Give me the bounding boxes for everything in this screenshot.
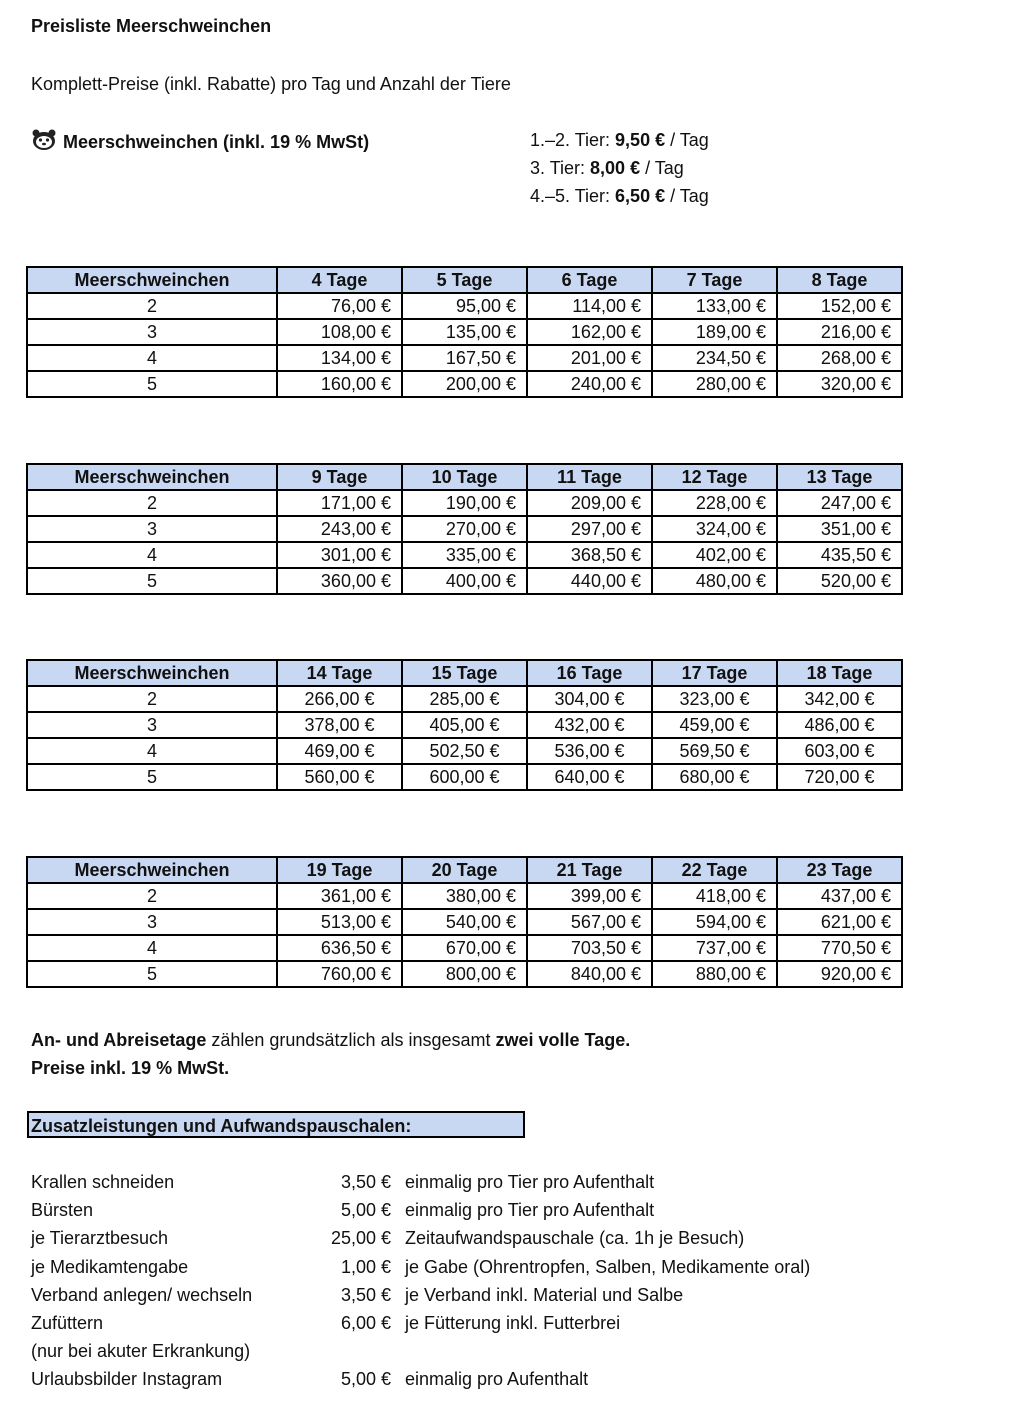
table-header-row	[27, 267, 902, 293]
service-description: Zeitaufwandspauschale (ca. 1h je Besuch)	[405, 1228, 745, 1249]
price-cell: 114,00 €	[527, 293, 652, 319]
note-bold-2: zwei volle Tage.	[495, 1030, 631, 1050]
animal-count-cell: 4	[27, 935, 277, 961]
price-cell: 201,00 €	[527, 345, 652, 371]
price-cell: 459,00 €	[652, 712, 777, 738]
price-cell: 720,00 €	[777, 764, 902, 790]
header-animals: Meerschweinchen	[27, 267, 277, 293]
price-cell: 133,00 €	[652, 293, 777, 319]
price-cell: 324,00 €	[652, 516, 777, 542]
animal-count-cell: 5	[27, 371, 277, 397]
animal-count-cell: 2	[27, 883, 277, 909]
tier-price-line	[530, 186, 709, 207]
tier-unit: / Tag	[640, 158, 684, 178]
tier-unit: / Tag	[665, 130, 709, 150]
price-cell: 335,00 €	[402, 542, 527, 568]
price-table	[26, 856, 903, 988]
animal-count-cell: 5	[27, 568, 277, 594]
price-cell: 400,00 €	[402, 568, 527, 594]
price-cell: 360,00 €	[277, 568, 402, 594]
service-price: 5,00 €	[340, 1200, 391, 1221]
price-cell: 405,00 €	[402, 712, 527, 738]
price-cell: 760,00 €	[277, 961, 402, 987]
price-table	[26, 659, 903, 791]
header-days: 19 Tage	[277, 857, 402, 883]
extra-service-row	[31, 1253, 931, 1281]
header-days: 16 Tage	[527, 660, 652, 686]
service-label: Zufüttern	[31, 1313, 104, 1333]
service-label: Krallen schneiden	[31, 1172, 175, 1192]
price-cell: 440,00 €	[527, 568, 652, 594]
service-description: je Fütterung inkl. Futterbrei	[405, 1313, 621, 1333]
animal-count-cell: 2	[27, 293, 277, 319]
extras-heading: Zusatzleistungen und Aufwandspauschalen:	[27, 1111, 525, 1138]
extra-service-row	[31, 1281, 931, 1309]
animal-heading-text: Meerschweinchen (inkl. 19 % MwSt)	[63, 132, 370, 152]
price-cell: 399,00 €	[527, 883, 652, 909]
price-cell: 234,50 €	[652, 345, 777, 371]
price-cell: 880,00 €	[652, 961, 777, 987]
header-days: 5 Tage	[402, 267, 527, 293]
price-cell: 560,00 €	[277, 764, 402, 790]
price-cell: 304,00 €	[527, 686, 652, 712]
price-cell: 520,00 €	[777, 568, 902, 594]
price-cell: 402,00 €	[652, 542, 777, 568]
service-price: 6,00 €	[340, 1313, 391, 1333]
header-days: 22 Tage	[652, 857, 777, 883]
price-cell: 361,00 €	[277, 883, 402, 909]
price-cell: 600,00 €	[402, 764, 527, 790]
header-animals: Meerschweinchen	[27, 857, 277, 883]
table-header-row	[27, 464, 902, 490]
price-cell: 567,00 €	[527, 909, 652, 935]
header-animals: Meerschweinchen	[27, 464, 277, 490]
table-row	[27, 293, 902, 319]
service-description: je Verband inkl. Material und Salbe	[405, 1284, 684, 1305]
price-cell: 76,00 €	[277, 293, 402, 319]
tier-label: 3. Tier:	[530, 158, 591, 178]
header-days: 18 Tage	[777, 660, 902, 686]
price-cell: 285,00 €	[402, 686, 527, 712]
price-cell: 594,00 €	[652, 909, 777, 935]
price-cell: 703,50 €	[527, 935, 652, 961]
price-cell: 603,00 €	[777, 738, 902, 764]
extra-service-row	[31, 1337, 931, 1365]
price-cell: 621,00 €	[777, 909, 902, 935]
price-cell: 323,00 €	[652, 686, 777, 712]
animal-count-cell: 4	[27, 738, 277, 764]
header-days: 20 Tage	[402, 857, 527, 883]
extra-service-row	[31, 1365, 931, 1393]
page-subtitle: Komplett-Preise (inkl. Rabatte) pro Tag und Anzahl der Tiere	[31, 74, 511, 94]
price-cell: 152,00 €	[777, 293, 902, 319]
header-days: 12 Tage	[652, 464, 777, 490]
animal-count-cell: 3	[27, 712, 277, 738]
service-label: Urlaubsbilder Instagram	[31, 1369, 223, 1390]
tier-unit: / Tag	[665, 186, 709, 206]
price-cell: 540,00 €	[402, 909, 527, 935]
extra-service-row	[31, 1224, 931, 1252]
price-cell: 266,00 €	[277, 686, 402, 712]
price-cell: 737,00 €	[652, 935, 777, 961]
price-cell: 189,00 €	[652, 319, 777, 345]
price-cell: 770,50 €	[777, 935, 902, 961]
service-price: 1,00 €	[340, 1256, 391, 1277]
price-cell: 640,00 €	[527, 764, 652, 790]
price-table	[26, 266, 903, 398]
price-cell: 268,00 €	[777, 345, 902, 371]
animal-count-cell: 3	[27, 909, 277, 935]
price-cell: 243,00 €	[277, 516, 402, 542]
header-days: 10 Tage	[402, 464, 527, 490]
header-days: 14 Tage	[277, 660, 402, 686]
price-cell: 216,00 €	[777, 319, 902, 345]
price-cell: 301,00 €	[277, 542, 402, 568]
service-price: 3,50 €	[340, 1172, 391, 1192]
table-row	[27, 883, 902, 909]
price-cell: 480,00 €	[652, 568, 777, 594]
price-cell: 920,00 €	[777, 961, 902, 987]
tier-label: 4.–5. Tier:	[530, 186, 616, 206]
animal-count-cell: 5	[27, 961, 277, 987]
price-cell: 342,00 €	[777, 686, 902, 712]
price-cell: 368,50 €	[527, 542, 652, 568]
service-label: Verband anlegen/ wechseln	[31, 1284, 253, 1305]
table-header-row	[27, 660, 902, 686]
page-title: Preisliste Meerschweinchen	[31, 16, 272, 36]
price-cell: 840,00 €	[527, 961, 652, 987]
price-cell: 351,00 €	[777, 516, 902, 542]
header-days: 21 Tage	[527, 857, 652, 883]
table-row	[27, 490, 902, 516]
price-cell: 280,00 €	[652, 371, 777, 397]
header-days: 9 Tage	[277, 464, 402, 490]
price-cell: 190,00 €	[402, 490, 527, 516]
service-price: 3,50 €	[340, 1284, 391, 1305]
service-label: (nur bei akuter Erkrankung)	[31, 1341, 251, 1362]
tier-label: 1.–2. Tier:	[530, 130, 616, 150]
price-cell: 502,50 €	[402, 738, 527, 764]
header-days: 13 Tage	[777, 464, 902, 490]
price-cell: 240,00 €	[527, 371, 652, 397]
header-animals: Meerschweinchen	[27, 660, 277, 686]
extra-service-row	[31, 1309, 931, 1337]
table-row	[27, 371, 902, 397]
service-description: einmalig pro Tier pro Aufenthalt	[405, 1200, 655, 1221]
table-row	[27, 319, 902, 345]
price-cell: 486,00 €	[777, 712, 902, 738]
price-cell: 135,00 €	[402, 319, 527, 345]
extra-service-row	[31, 1168, 931, 1196]
service-description: einmalig pro Aufenthalt	[405, 1369, 589, 1390]
animal-count-cell: 3	[27, 319, 277, 345]
price-cell: 418,00 €	[652, 883, 777, 909]
note-days	[31, 1030, 630, 1051]
service-price: 25,00 €	[330, 1228, 391, 1249]
animal-count-cell: 2	[27, 686, 277, 712]
price-cell: 209,00 €	[527, 490, 652, 516]
price-cell: 108,00 €	[277, 319, 402, 345]
price-cell: 167,50 €	[402, 345, 527, 371]
table-header-row	[27, 857, 902, 883]
price-cell: 228,00 €	[652, 490, 777, 516]
price-cell: 247,00 €	[777, 490, 902, 516]
table-row	[27, 568, 902, 594]
price-cell: 670,00 €	[402, 935, 527, 961]
service-price: 5,00 €	[340, 1369, 391, 1390]
price-cell: 320,00 €	[777, 371, 902, 397]
price-cell: 513,00 €	[277, 909, 402, 935]
price-cell: 95,00 €	[402, 293, 527, 319]
animal-heading	[31, 128, 369, 157]
header-days: 4 Tage	[277, 267, 402, 293]
tier-price: 9,50 €	[615, 130, 666, 150]
table-row	[27, 712, 902, 738]
price-cell: 378,00 €	[277, 712, 402, 738]
service-description: einmalig pro Tier pro Aufenthalt	[405, 1172, 655, 1192]
table-row	[27, 909, 902, 935]
header-days: 7 Tage	[652, 267, 777, 293]
price-cell: 432,00 €	[527, 712, 652, 738]
header-days: 23 Tage	[777, 857, 902, 883]
table-row	[27, 345, 902, 371]
price-cell: 469,00 €	[277, 738, 402, 764]
note-bold-1: An- und Abreisetage	[31, 1030, 207, 1050]
price-cell: 162,00 €	[527, 319, 652, 345]
animal-count-cell: 2	[27, 490, 277, 516]
table-row	[27, 542, 902, 568]
price-cell: 800,00 €	[402, 961, 527, 987]
service-label: Bürsten	[31, 1200, 94, 1221]
price-cell: 171,00 €	[277, 490, 402, 516]
animal-count-cell: 4	[27, 345, 277, 371]
price-cell: 437,00 €	[777, 883, 902, 909]
animal-count-cell: 4	[27, 542, 277, 568]
header-days: 15 Tage	[402, 660, 527, 686]
animal-count-cell: 3	[27, 516, 277, 542]
note-text: zählen grundsätzlich als insgesamt	[206, 1030, 496, 1050]
table-row	[27, 764, 902, 790]
tier-price-line	[530, 130, 709, 151]
table-row	[27, 686, 902, 712]
price-cell: 160,00 €	[277, 371, 402, 397]
service-label: je Medikamtengabe	[31, 1256, 189, 1277]
note-vat	[31, 1058, 229, 1079]
note-vat-text: Preise inkl. 19 % MwSt.	[31, 1058, 230, 1078]
table-row	[27, 935, 902, 961]
header-days: 17 Tage	[652, 660, 777, 686]
tier-price: 6,50 €	[615, 186, 666, 206]
service-label: je Tierarztbesuch	[31, 1228, 169, 1249]
extra-service-row	[31, 1196, 931, 1224]
table-row	[27, 961, 902, 987]
price-cell: 636,50 €	[277, 935, 402, 961]
header-days: 6 Tage	[527, 267, 652, 293]
tier-price: 8,00 €	[590, 158, 641, 178]
service-description: je Gabe (Ohrentropfen, Salben, Medikamente oral)	[405, 1256, 811, 1277]
header-days: 11 Tage	[527, 464, 652, 490]
price-cell: 536,00 €	[527, 738, 652, 764]
price-cell: 435,50 €	[777, 542, 902, 568]
guinea-pig-icon	[31, 128, 57, 157]
price-cell: 680,00 €	[652, 764, 777, 790]
price-cell: 297,00 €	[527, 516, 652, 542]
header-days: 8 Tage	[777, 267, 902, 293]
price-cell: 200,00 €	[402, 371, 527, 397]
tier-price-line	[530, 158, 684, 179]
price-cell: 380,00 €	[402, 883, 527, 909]
table-row	[27, 738, 902, 764]
price-cell: 569,50 €	[652, 738, 777, 764]
price-cell: 270,00 €	[402, 516, 527, 542]
price-table	[26, 463, 903, 595]
animal-count-cell: 5	[27, 764, 277, 790]
price-cell: 134,00 €	[277, 345, 402, 371]
table-row	[27, 516, 902, 542]
